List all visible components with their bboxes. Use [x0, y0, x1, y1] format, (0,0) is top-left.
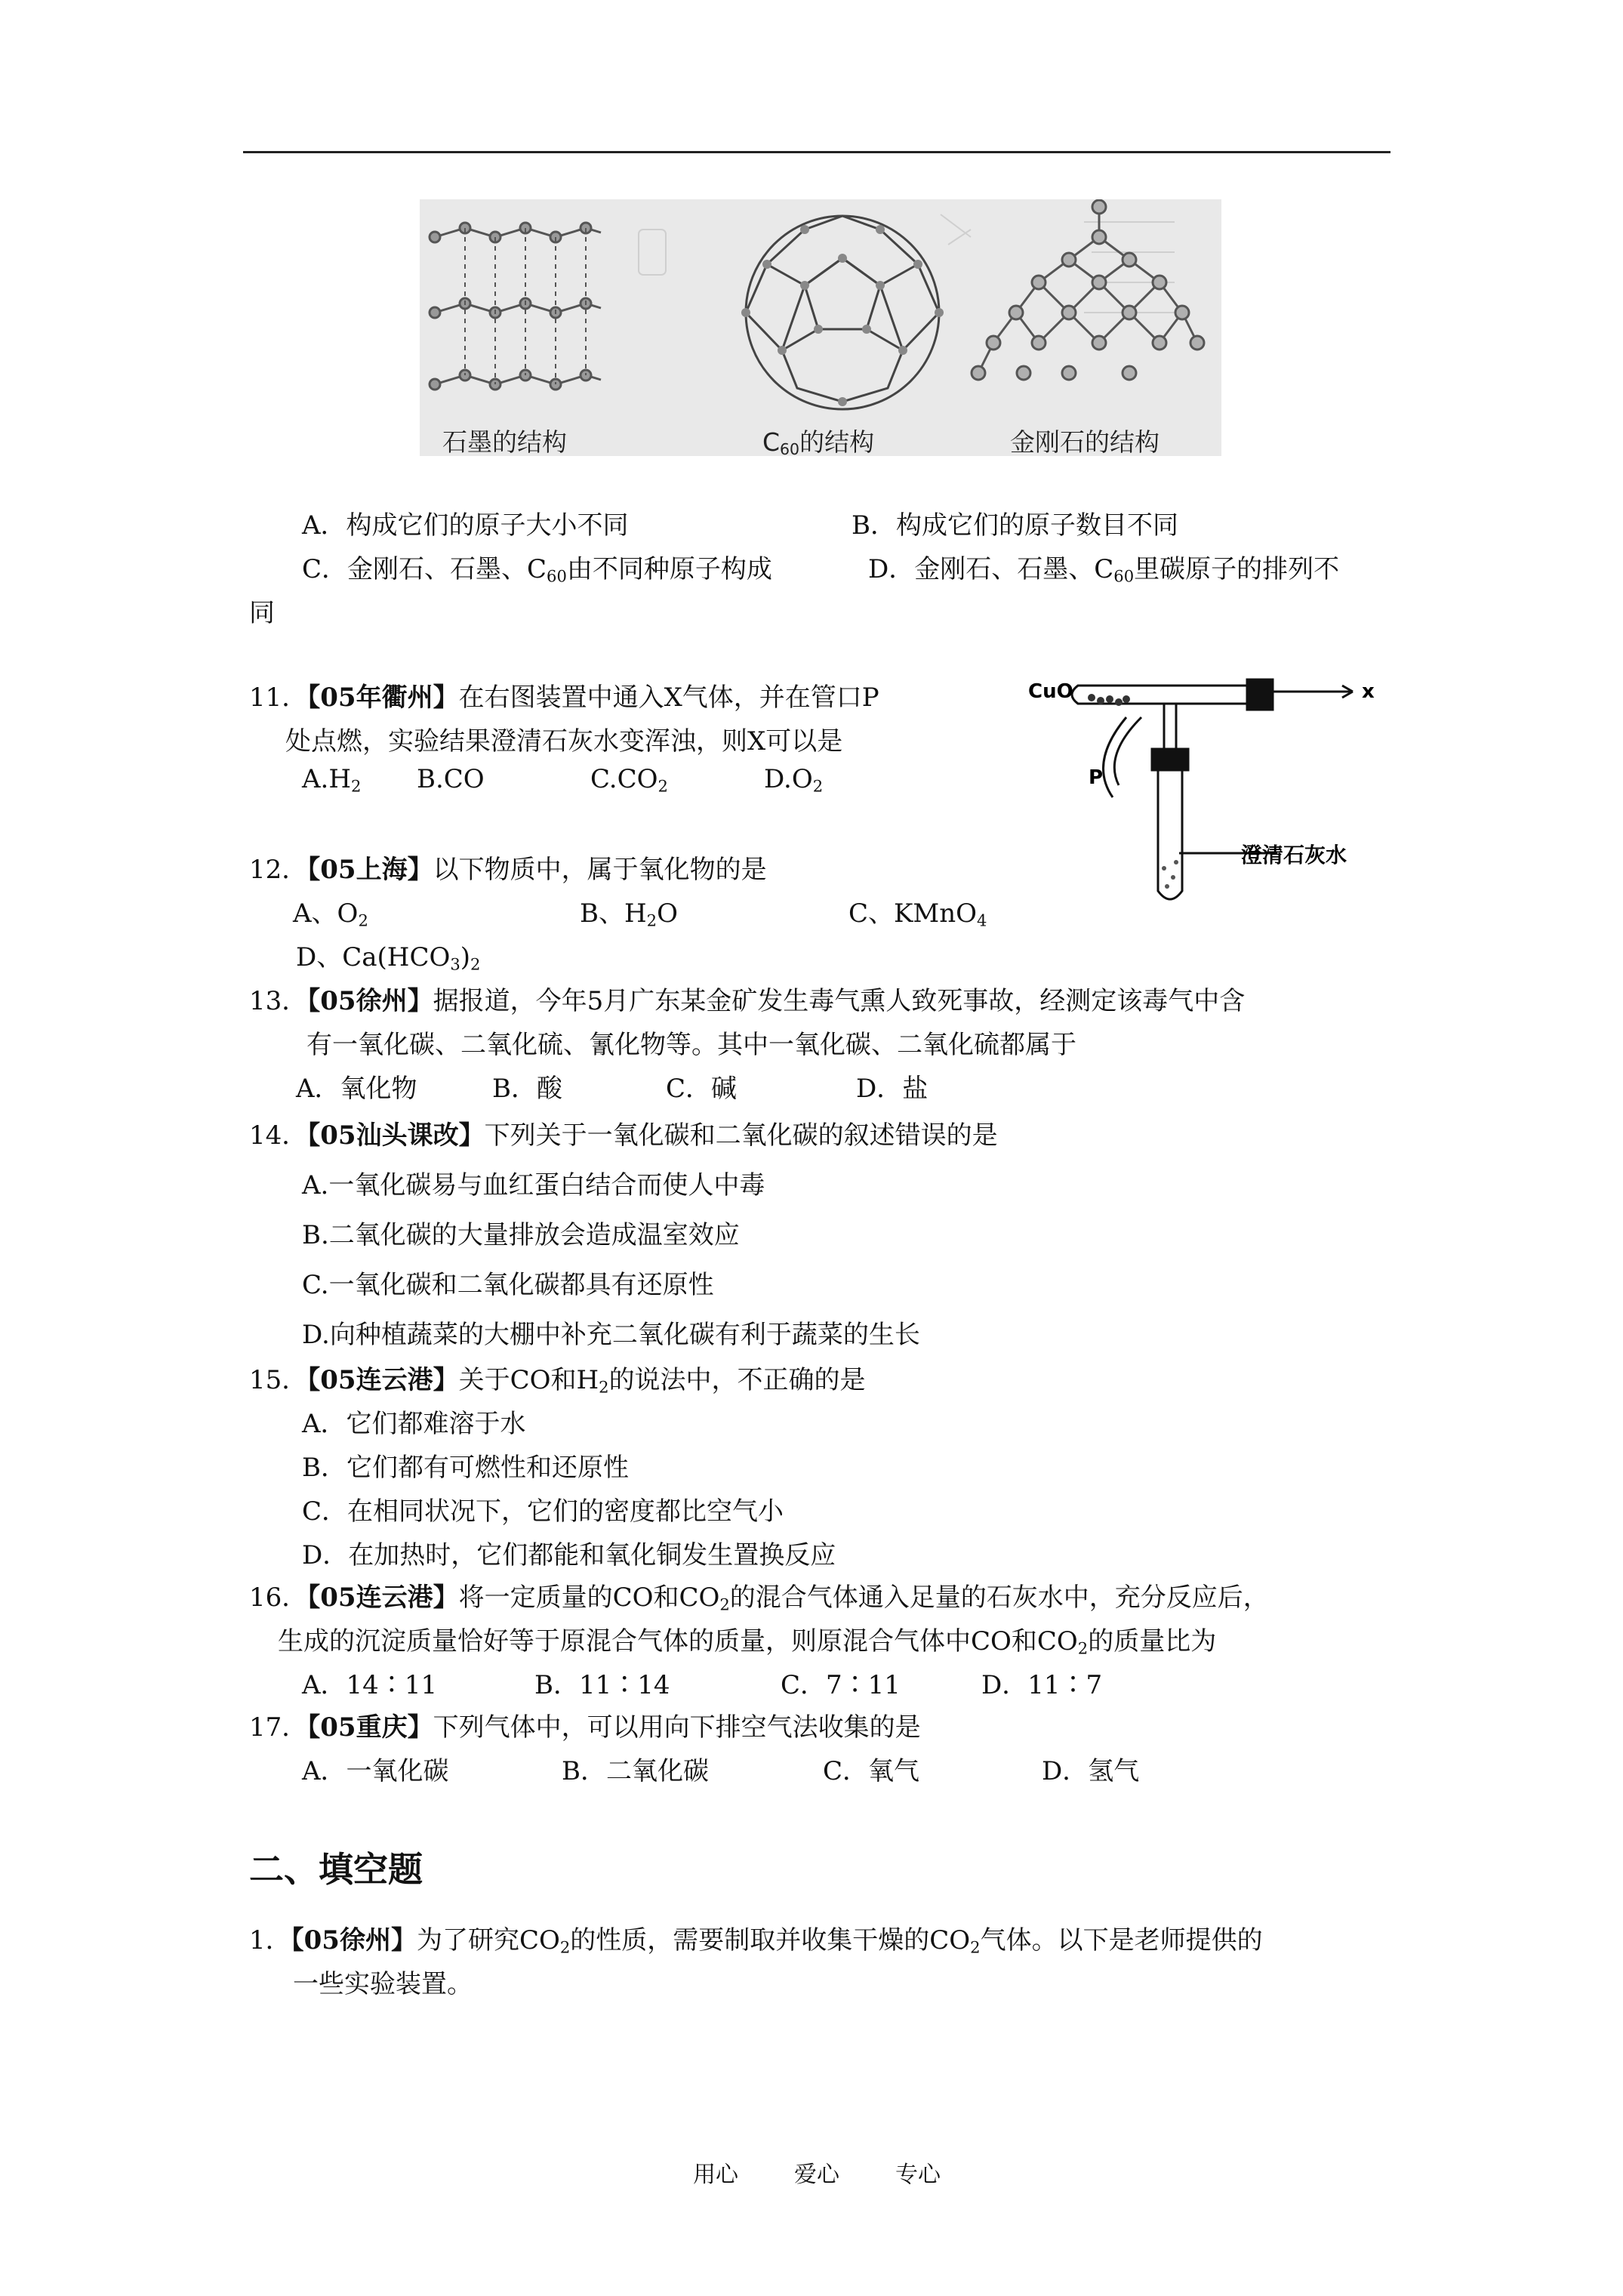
- q16-option-d: D．11∶7: [981, 1670, 1103, 1700]
- diamond-caption: 金刚石的结构: [1010, 427, 1160, 457]
- q11-stem-line-2: 处点燃，实验结果澄清石灰水变浑浊，则X可以是: [285, 726, 843, 757]
- q15-option-d: D．在加热时，它们都能和氧化铜发生置换反应: [302, 1540, 836, 1570]
- q15-option-b: B．它们都有可燃性和还原性: [302, 1453, 629, 1483]
- footer-word-3: 专心: [895, 2162, 941, 2188]
- q17-option-c: C．氧气: [823, 1756, 920, 1786]
- q15-stem: 15．【05连云港】关于CO和$H_2$的说法中，不正确的是: [249, 1365, 866, 1397]
- q12-stem: 12．【05上海】以下物质中，属于氧化物的是: [249, 855, 767, 885]
- q12-option-d: D、$Ca(HCO_3)_2$: [296, 942, 481, 974]
- q12-option-c: C、KMnO$_4$: [848, 898, 987, 930]
- q10-option-d-continued: 同: [249, 598, 275, 628]
- c60-caption: $C_{60}$的结构: [762, 427, 875, 459]
- footer-word-2: 爱心: [794, 2162, 839, 2188]
- section-title: 二、填空题: [249, 1849, 423, 1890]
- q14-option-a: A.一氧化碳易与血红蛋白结合而使人中毒: [302, 1170, 765, 1200]
- graphite-layer-1: [430, 223, 601, 242]
- q16-option-b: B．11∶14: [534, 1670, 670, 1700]
- limewater-label: 澄清石灰水: [1241, 843, 1347, 868]
- q10-option-a: A．构成它们的原子大小不同: [302, 510, 629, 541]
- q17-stem: 17．【05重庆】下列气体中，可以用向下排空气法收集的是: [249, 1712, 921, 1743]
- q11-apparatus-figure: [1028, 664, 1383, 921]
- q13-stem-line-1: 13．【05徐州】据报道，今年5月广东某金矿发生毒气熏人致死事故，经测定该毒气中含: [249, 986, 1246, 1016]
- q11-stem-line-1: 11．【05年衢州】在右图装置中通入X气体，并在管口P: [249, 683, 879, 713]
- q14-option-c: C.一氧化碳和二氧化碳都具有还原性: [302, 1270, 714, 1300]
- cuo-label: CuO: [1028, 680, 1073, 703]
- fill1-stem-line-2: 一些实验装置。: [293, 1969, 473, 1999]
- q13-option-d: D．盐: [856, 1074, 929, 1104]
- q11-option-b: B.CO: [417, 764, 485, 794]
- q10-option-b: B．构成它们的原子数目不同: [852, 510, 1178, 541]
- q14-stem: 14．【05汕头课改】下列关于一氧化碳和二氧化碳的叙述错误的是: [249, 1120, 998, 1151]
- q17-option-a: A．一氧化碳: [302, 1756, 449, 1786]
- diamond-drawing: [972, 200, 1204, 380]
- graphite-layer-3: [430, 370, 601, 390]
- q10-option-d: D．金刚石、石墨、$C_{60}$里碳原子的排列不: [868, 554, 1340, 586]
- apparatus-drawing: [1028, 664, 1383, 921]
- graphite-caption: 石墨的结构: [442, 427, 567, 457]
- q16-option-a: A．14∶11: [302, 1670, 438, 1700]
- q13-stem-line-2: 有一氧化碳、二氧化硫、氰化物等。其中一氧化碳、二氧化硫都属于: [306, 1030, 1076, 1060]
- q15-option-c: C．在相同状况下，它们的密度都比空气小: [302, 1496, 784, 1527]
- q11-option-a: $A.H_2$: [302, 764, 362, 796]
- q12-option-a: A、$O_2$: [293, 898, 368, 930]
- q16-stem-line-2: 生成的沉淀质量恰好等于原混合气体的质量，则原混合气体中CO和$CO_2$的质量比为: [278, 1626, 1217, 1658]
- carbon-structures-drawing: [420, 199, 1221, 459]
- fill1-stem-line-1: 1．【05徐州】为了研究$CO_2$的性质，需要制取并收集干燥的$CO_2$气体。以下是老师提供的: [249, 1925, 1263, 1957]
- graphite-layer-2: [430, 298, 601, 318]
- q16-option-c: C．7∶11: [781, 1670, 901, 1700]
- q13-option-b: B．酸: [492, 1074, 562, 1104]
- q17-option-b: B．二氧化碳: [562, 1756, 709, 1786]
- q17-option-d: D．氢气: [1042, 1756, 1140, 1786]
- q15-option-a: A．它们都难溶于水: [302, 1409, 526, 1439]
- header-rule: [243, 151, 1390, 153]
- q14-option-b: B.二氧化碳的大量排放会造成温室效应: [302, 1220, 740, 1250]
- q12-option-b: B、$H_2O$: [580, 898, 678, 930]
- c60-drawing: [741, 216, 944, 409]
- footer-word-1: 用心: [693, 2162, 738, 2188]
- q16-stem-line-1: 16．【05连云港】将一定质量的CO和$CO_2$的混合气体通入足量的石灰水中，充分反应后，: [249, 1583, 1269, 1614]
- carbon-structures-figure: [420, 199, 1221, 459]
- p-label: P: [1089, 766, 1104, 789]
- q14-option-d: D.向种植蔬菜的大棚中补充二氧化碳有利于蔬菜的生长: [302, 1320, 920, 1350]
- q11-option-c: $C.CO_2$: [590, 764, 668, 796]
- x-label: x: [1362, 680, 1375, 703]
- q13-option-c: C．碱: [666, 1074, 738, 1104]
- q10-option-c: C．金刚石、石墨、$C_{60}$由不同种原子构成: [302, 554, 772, 586]
- q13-option-a: A．氧化物: [296, 1074, 417, 1104]
- q11-option-d: $D.O_2$: [764, 764, 824, 796]
